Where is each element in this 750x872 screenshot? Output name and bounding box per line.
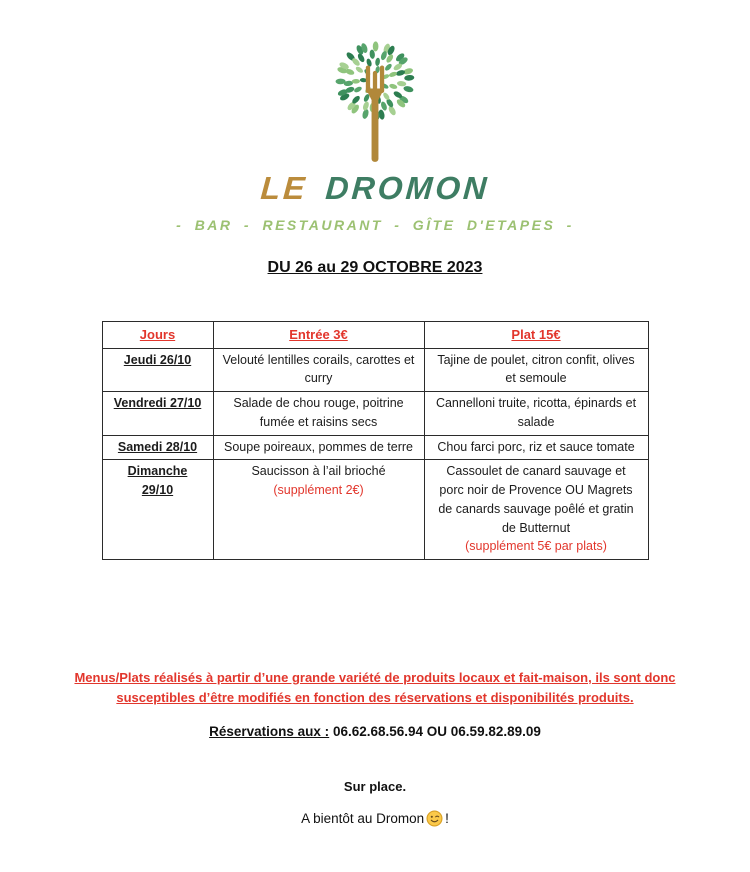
entree-supplement: (supplément 2€) — [273, 483, 364, 497]
plat-cell — [424, 392, 648, 436]
menu-table-header-row — [102, 322, 648, 349]
logo-wordmark — [0, 170, 750, 207]
goodbye-line — [0, 810, 750, 827]
header-entree: Entrée 3€ — [213, 322, 424, 349]
tree-fork-logo-icon — [316, 38, 434, 168]
plat-text: Tajine de poulet, citron confit, olives et semoule — [437, 352, 635, 386]
header-jours: Jours — [102, 322, 213, 349]
local-products-notice: Menus/Plats réalisés à partir d’une grande variété de produits locaux et fait-maison, ils sont donc susceptibles d’être modifiés en fonction des réservations et disponibilités produits. — [74, 670, 676, 706]
entree-text: Salade de chou rouge, poitrine fumée et raisins secs — [233, 396, 404, 429]
day-cell: Dimanche 29/10 — [102, 460, 213, 560]
goodbye-exclamation: ! — [445, 811, 449, 827]
entree-cell — [213, 435, 424, 460]
plat-text: Cannelloni truite, ricotta, épinards et salade — [435, 396, 637, 429]
entree-cell — [213, 392, 424, 436]
day-cell: Jeudi 26/10 — [102, 348, 213, 392]
table-row-vendredi — [102, 392, 648, 436]
entree-cell — [213, 348, 424, 392]
period-title: DU 26 au 29 OCTOBRE 2023 — [267, 259, 483, 276]
table-row-jeudi — [102, 348, 648, 392]
plat-text: Cassoulet de canard sauvage et porc noir de Provence OU Magrets de canards sauvage poêlé et gratin de Butternut — [438, 464, 634, 535]
header-plat: Plat 15€ — [424, 322, 648, 349]
logo-block — [0, 38, 750, 233]
entree-text: Velouté lentilles corails, carottes et curry — [222, 352, 415, 386]
menu-table — [102, 321, 649, 560]
table-row-samedi — [102, 435, 648, 460]
logo-word-le: LE — [259, 170, 309, 206]
winking-smiley-icon — [426, 810, 443, 827]
plat-text: Chou farci porc, riz et sauce tomate — [437, 439, 635, 454]
entree-text: Saucisson à l’ail brioché — [251, 464, 386, 479]
reservations-line — [0, 724, 750, 739]
logo-subtitle: - BAR - RESTAURANT - GÎTE D'ETAPES - — [176, 217, 574, 233]
plat-cell — [424, 435, 648, 460]
plat-cell — [424, 460, 648, 560]
entree-cell — [213, 460, 424, 560]
reservations-label: Réservations aux : — [209, 724, 330, 740]
goodbye-text: A bientôt au Dromon — [301, 811, 425, 827]
day-cell: Vendredi 27/10 — [102, 392, 213, 436]
day-cell: Samedi 28/10 — [102, 435, 213, 460]
entree-text: Soupe poireaux, pommes de terre — [224, 439, 413, 454]
sur-place-line: Sur place. — [343, 779, 407, 795]
table-row-dimanche — [102, 460, 648, 560]
logo-word-dromon: DROMON — [324, 170, 491, 206]
plat-cell — [424, 348, 648, 392]
plat-supplement: (supplément 5€ par plats) — [465, 539, 607, 554]
reservations-numbers: 06.62.68.56.94 OU 06.59.82.89.09 — [332, 724, 541, 740]
